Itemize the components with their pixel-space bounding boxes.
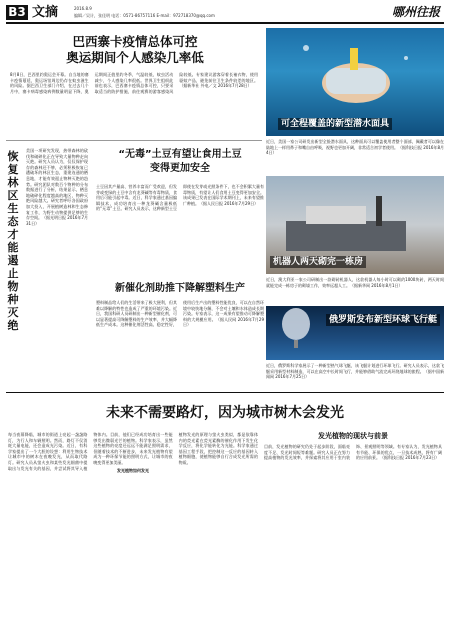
photo1-caption: 可全程覆盖的新型潜水面具 bbox=[278, 118, 392, 130]
staff-line: 编辑／吴计，张佳明 电话：0571-86757116 E-mail：972718370@qq.com bbox=[74, 13, 215, 18]
section-title: 文摘 bbox=[32, 5, 59, 20]
sidebar-body: 美国一项研究发现，热带森林的砍伐和破碎化正在导致大量物种走向灭绝。研究人员认为，仅仅保护现存的森林还不够，必须积极恢复已遭破坏的林区生态，重建连通的栖息地，才能有效遏止物种灭绝的趋势。研究团队对数百个物种的分布数据进行了分析，结果显示，栖息地破碎化程度越高的地区，物种灭绝风险越大。研究者呼吁各国政府加大投入，开展植树造林和生态修复工作，为野生动物提供足够的生存空间。（据光明日报 2016年7月31日） bbox=[26, 148, 88, 226]
issue-date: 2016.8.9 bbox=[74, 6, 92, 11]
article3-body: 塑料制品给人们的生活带来了极大便利，但其难以降解的特性也造成了严重的环境污染。近日，我国科研人员研制出一种新型催化剂，可以显著提高可降解塑料的生产效率，并大幅降低生产成本。这种催化剂活性高、稳定性好，使用后生产出的塑料性能优良，可以在自然环境中较快地分解，不会对土壤和水体造成长期污染。专家表示，这一成果有望推动可降解塑料的大规模应用。（据人民网 2016年7月29日） bbox=[96, 300, 264, 328]
header-rule bbox=[6, 22, 444, 24]
lower-section-rule bbox=[6, 392, 444, 393]
photo1-description: 近日，美国一家公司研发出新型全脸潜水面具，这种面具可以覆盖使用者整个面部，佩戴者可以像在陆地上一样用鼻子和嘴自由呼吸，视野也更加开阔，非常适合初学者使用。（据科技日报 2016年8月4日） bbox=[266, 139, 444, 156]
section-divider bbox=[6, 140, 262, 141]
box-body: 目前，发光植物的研究仍处于起步阶段，面临亮度不足、发光时间短等难题。研究人员正在努力提高植物的发光效率，并探索将其应用于室内装饰、景观照明等领域。有专家认为，发光植物具有节能、环保的优点，一旦技术成熟，将有广阔的应用前景。（据科技日报 2016年7月23日） bbox=[264, 444, 442, 461]
page-code-badge: B3 bbox=[6, 5, 28, 20]
photo2-description: 近日，澳大利亚一家公司研制出一款砌砖机器人，这款机器人每小时可以砌约1000块砖，两天时间就能完成一栋房子的砌墙工作，效率远超人工。（据新华网 2016年8月1日） bbox=[266, 277, 444, 288]
bricklaying-robot-photo bbox=[266, 176, 444, 274]
article1-title-line1: 巴西寨卡疫情总体可控 bbox=[72, 34, 198, 49]
article2-title bbox=[96, 148, 264, 176]
article2-title-line2: 变得更加安全 bbox=[150, 163, 210, 174]
sidebar-title: 恢复林区生态才能遏止物种灭绝 bbox=[7, 150, 19, 332]
article4-body: 每当夜幕降临，城市的街道上亮起一盏盏路灯，为行人和车辆照明。然而，路灯不仅消耗大量电能，还会造成光污染。近日，有科学家提出了一个大胆的设想：利用生物技术让城市中的树木在夜晚发光，从而取代路灯。研究人员从萤火虫和某些发光细菌中提取出与发光有关的基因，并尝试将其导入植物体内。目前，他们已经成功培育出一些能够发出微弱光芒的植物。科学家表示，虽然这些植物的亮度还远远不能满足照明需求，但随着技术的不断进步，未来发光植物有望成为一种环保节能的照明方式，让城市的夜晚变得更加美丽。 发光植物如何发光 植物发光的原理与萤火虫类似，都是依靠体内的荧光素在荧光素酶的催化作用下发生化学反应，将化学能转化为光能。科学家通过基因工程手段，把控制这一反应的基因转入植物细胞，使植物能够自行合成发光所需的物质。 bbox=[8, 432, 258, 473]
article4-title: 未来不需要路灯，因为城市树木会发光 bbox=[106, 405, 344, 421]
box-title: 发光植物的现状与前景 bbox=[318, 432, 388, 440]
article1-title bbox=[10, 34, 260, 66]
page-header bbox=[6, 5, 444, 21]
sidebar-box bbox=[264, 432, 442, 604]
masthead-logo: 哪州往报 bbox=[391, 5, 440, 19]
article3-title: 新催化剂助推下降解塑料生产 bbox=[115, 283, 245, 294]
article1-body: 8月8日，巴西里约奥运会开幕。自当地的寨卡疫情蔓延，奥运场馆周边仍存在蚊虫滋生的风险。据巴西卫生部门介绍，在过去几个月中，寨卡病毒感染病例数量明显下降，奥运期间正值里约冬季，气温较低，蚊虫活动减少，个人感染几率很低。世界卫生组织此前也表示，巴西寨卡疫情总体可控，只要采取适当的防护措施，前往观赛的游客感染风险较低。专家建议游客穿着长袖衣物，使用驱蚊产品，避免前往卫生条件较差的地区。（据新华社 外电／文 2016年7月28日） bbox=[10, 72, 258, 94]
article1-title-line2: 奥运期间个人感染几率低 bbox=[66, 50, 204, 65]
photo2-caption: 机器人两天砌完一栋房 bbox=[270, 256, 366, 268]
diving-mask-photo bbox=[266, 28, 444, 136]
article2-title-line1: “无毒”土豆有望让食用土豆 bbox=[118, 149, 242, 160]
airship-photo bbox=[266, 306, 444, 360]
photo3-description: 近日，俄罗斯科学家展示了一种新型热气球飞艇，该飞艇计划进行环球飞行。研究人员表示，这款飞艇采用新型材料制造，可以在高空中长时间飞行，并能够借助气流完成环绕地球的旅程。（据中国新闻网 2016年7月25日） bbox=[266, 363, 444, 380]
photo3-caption: 俄罗斯发布新型环球飞行艇 bbox=[326, 314, 440, 326]
article2-body: 土豆因其产量高、营养丰富而广受欢迎，但发芽或变绿的土豆中含有龙葵碱等有毒物质，食用后可能引起中毒。近日，科学家通过基因编辑技术，成功培育出一种龙葵碱含量极低的“无毒”土豆。研究人员表示，这种新型土豆即使在发芽或光照条件下，也不会积累大量有毒物质，有望让人们食用土豆变得更加安全。该成果已发表在国际学术期刊上，未来有望推广种植。（据人民日报 2016年7月29日） bbox=[96, 184, 264, 212]
article4-subhead: 发光植物如何发光 bbox=[116, 467, 149, 473]
